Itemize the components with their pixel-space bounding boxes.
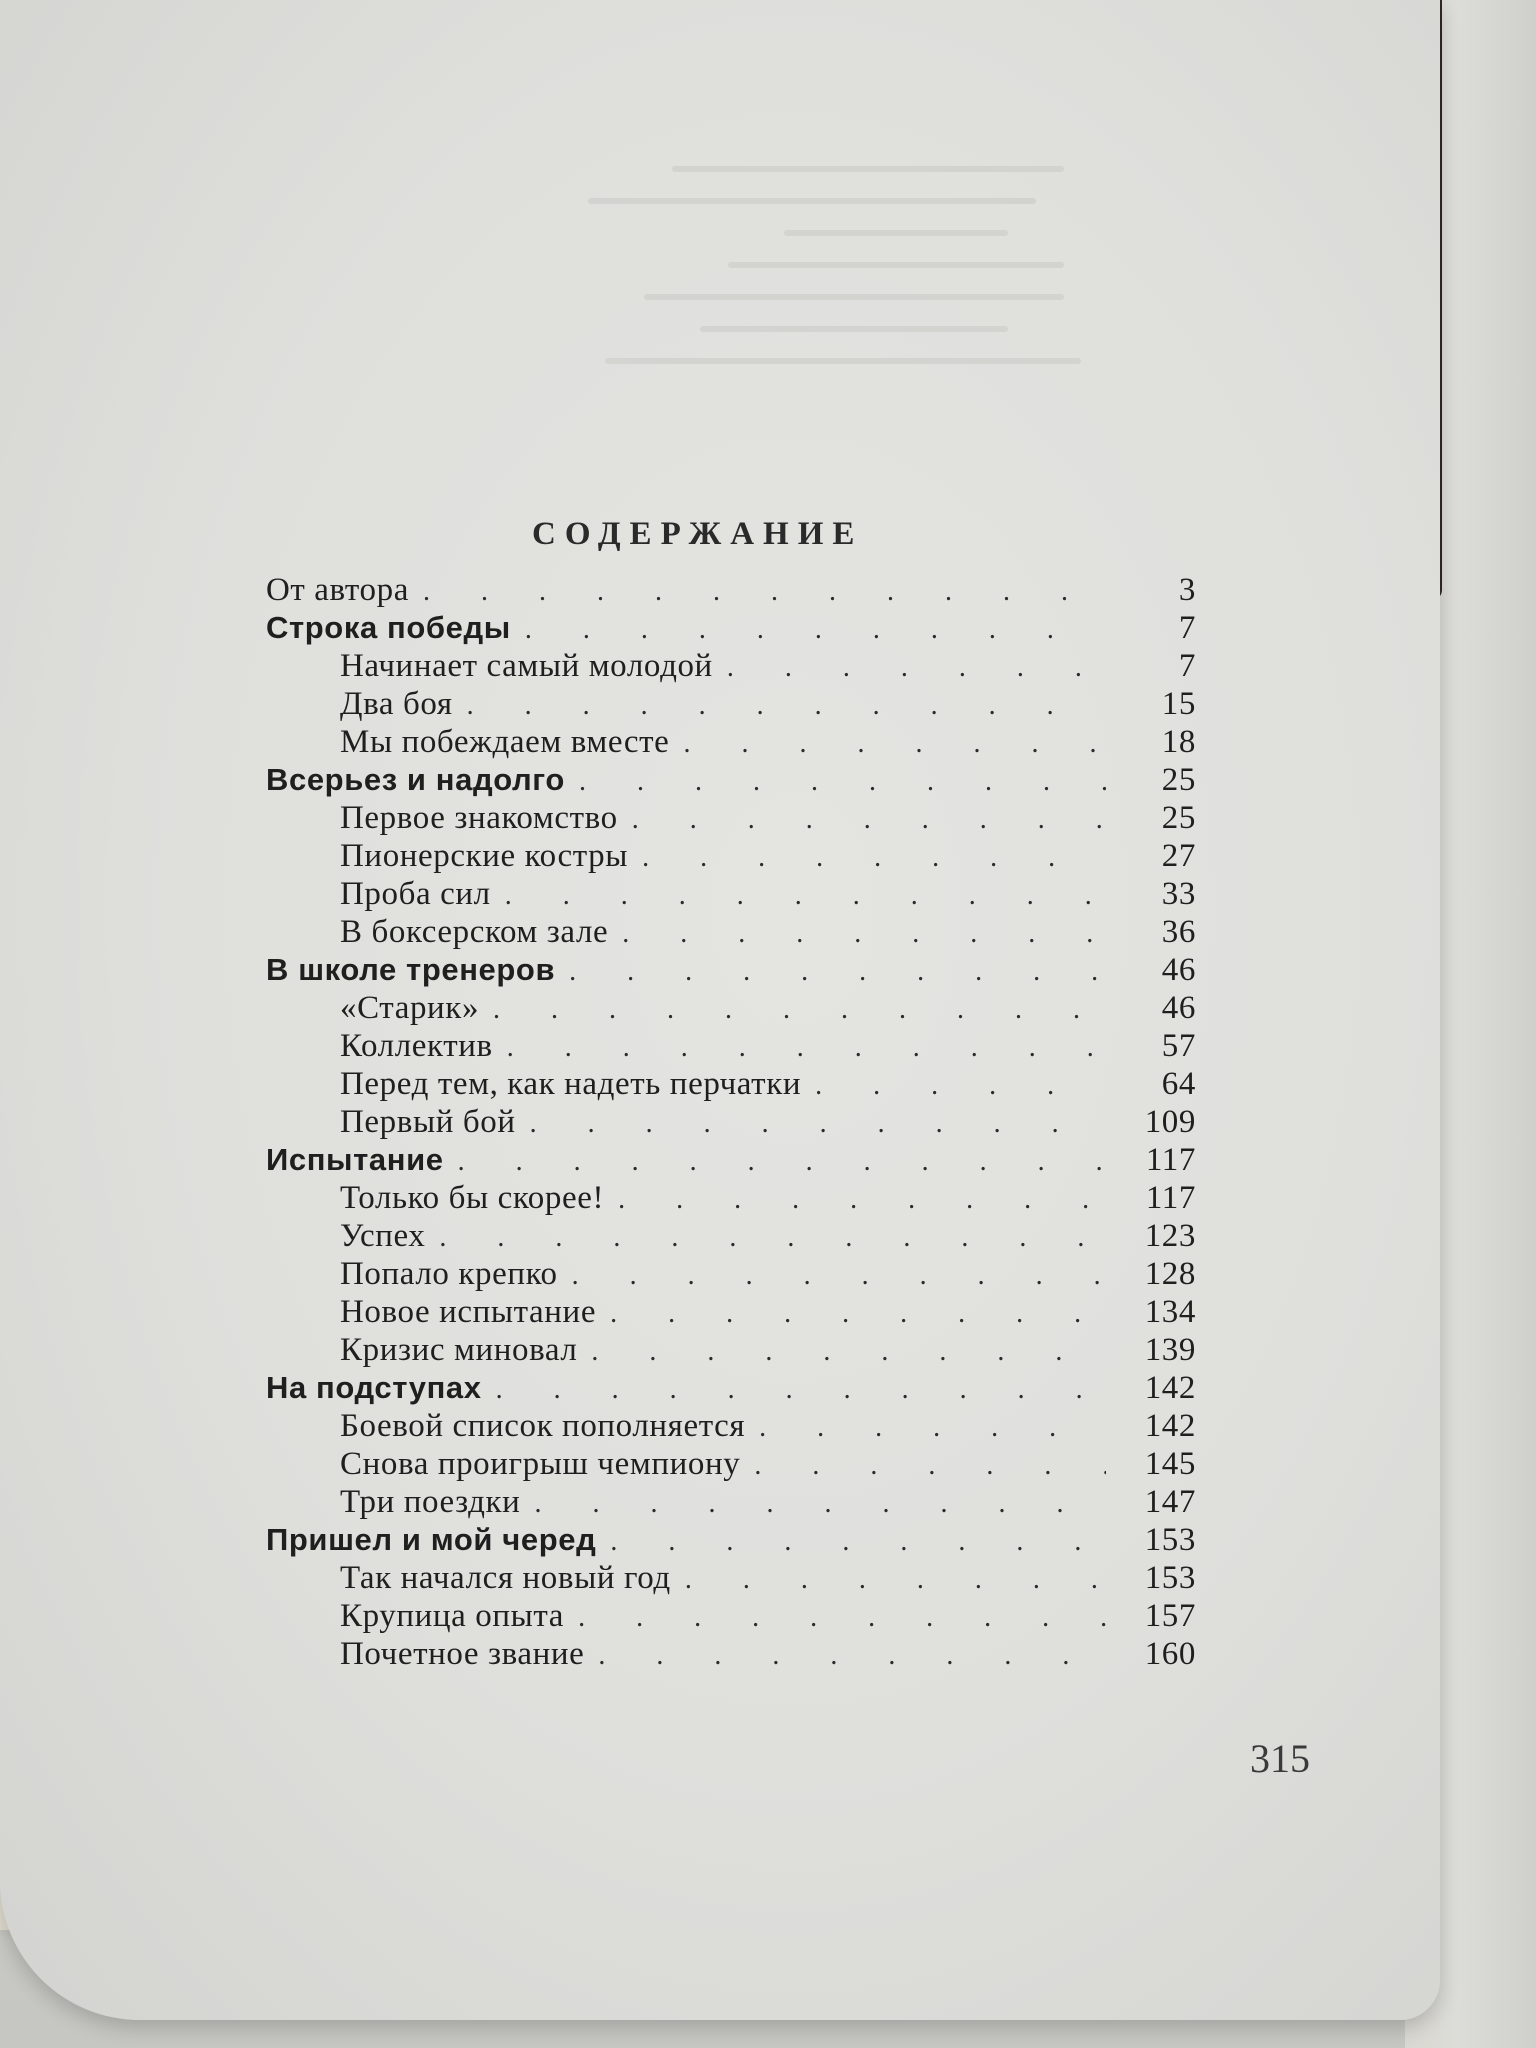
toc-entry (266, 1293, 1196, 1331)
toc-dot-leader (683, 725, 1106, 763)
toc-entry-page: 123 (1144, 1218, 1196, 1254)
toc-entry-title: Пионерские костры (340, 838, 629, 874)
contents-heading: СОДЕРЖАНИЕ (532, 516, 864, 552)
toc-entry-page: 139 (1144, 1332, 1196, 1368)
toc-dot-leader (622, 915, 1106, 953)
toc-entry-page: 117 (1145, 1180, 1196, 1216)
toc-entry (266, 1597, 1196, 1635)
toc-entry (266, 1559, 1196, 1597)
toc-entry-title: Пришел и мой черед (266, 1522, 597, 1557)
toc-entry-title: Перед тем, как надеть перчатки (340, 1066, 802, 1102)
toc-entry (266, 1065, 1196, 1103)
toc-dot-leader (525, 611, 1106, 649)
toc-entry-title: Первый бой (340, 1104, 516, 1140)
toc-entry (266, 1331, 1196, 1369)
toc-dot-leader (496, 1371, 1106, 1409)
toc-dot-leader (579, 763, 1106, 801)
toc-dot-leader (572, 1257, 1106, 1295)
toc-entry-page: 160 (1144, 1636, 1196, 1672)
toc-dot-leader (467, 687, 1106, 725)
toc-entry (266, 1103, 1196, 1141)
toc-entry-page: 142 (1144, 1370, 1196, 1406)
toc-entry (266, 1179, 1196, 1217)
toc-entry-title: Начинает самый молодой (340, 648, 713, 684)
toc-entry-page: 153 (1144, 1560, 1196, 1596)
toc-entry-page: 7 (1178, 610, 1196, 646)
toc-entry-title: От автора (266, 572, 409, 608)
toc-entry-title: «Старик» (340, 990, 480, 1026)
toc-entry-page: 18 (1161, 724, 1196, 760)
toc-dot-leader (530, 1105, 1106, 1143)
toc-entry-page: 142 (1144, 1408, 1196, 1444)
toc-entry-page: 25 (1161, 762, 1196, 798)
toc-entry (266, 1027, 1196, 1065)
toc-entry-title: Крупица опыта (340, 1598, 565, 1634)
toc-entry (266, 1141, 1196, 1179)
toc-entry-title: Два боя (340, 686, 453, 722)
toc-entry-page: 117 (1145, 1142, 1196, 1178)
toc-entry-title: Строка победы (266, 610, 511, 645)
toc-dot-leader (534, 1485, 1106, 1523)
toc-entry-title: Новое испытание (340, 1294, 597, 1330)
toc-dot-leader (618, 1181, 1106, 1219)
toc-dot-leader (591, 1333, 1106, 1371)
toc-dot-leader (458, 1143, 1106, 1181)
toc-dot-leader (439, 1219, 1106, 1257)
toc-entry-page: 57 (1161, 1028, 1196, 1064)
toc-entry-page: 109 (1144, 1104, 1196, 1140)
toc-dot-leader (578, 1599, 1106, 1637)
toc-entry (266, 1521, 1196, 1559)
toc-entry (266, 1369, 1196, 1407)
toc-entry (266, 913, 1196, 951)
toc-entry-title: Всерьез и надолго (266, 762, 565, 797)
toc-entry-page: 27 (1161, 838, 1196, 874)
toc-entry (266, 571, 1196, 609)
toc-entry-page: 36 (1161, 914, 1196, 950)
toc-dot-leader (685, 1561, 1106, 1599)
toc-entry-title: В школе тренеров (266, 952, 556, 987)
toc-entry-page: 3 (1178, 572, 1196, 608)
toc-entry-page: 147 (1144, 1484, 1196, 1520)
toc-entry (266, 1483, 1196, 1521)
toc-entry-page: 15 (1161, 686, 1196, 722)
toc-entry-page: 46 (1161, 990, 1196, 1026)
toc-entry-title: На подступах (266, 1370, 482, 1405)
toc-entry-title: Успех (340, 1218, 426, 1254)
show-through-text (560, 140, 1120, 500)
toc-entry-title: Только бы скорее! (340, 1180, 605, 1216)
toc-dot-leader (642, 839, 1106, 877)
toc-entry (266, 761, 1196, 799)
toc-dot-leader (610, 1523, 1106, 1561)
toc-entry (266, 799, 1196, 837)
toc-entry-title: Три поездки (340, 1484, 521, 1520)
toc-dot-leader (507, 1029, 1106, 1067)
toc-entry (266, 1445, 1196, 1483)
toc-entry (266, 989, 1196, 1027)
toc-entry (266, 951, 1196, 989)
toc-entry-title: Кризис миновал (340, 1332, 578, 1368)
toc-entry (266, 1217, 1196, 1255)
toc-dot-leader (610, 1295, 1106, 1333)
toc-entry (266, 1407, 1196, 1445)
toc-entry (266, 609, 1196, 647)
toc-dot-leader (598, 1637, 1106, 1675)
toc-entry-title: Испытание (266, 1142, 444, 1177)
toc-entry-page: 128 (1144, 1256, 1196, 1292)
toc-entry-title: Попало крепко (340, 1256, 558, 1292)
toc-dot-leader (759, 1409, 1106, 1447)
toc-entry-title: Снова проигрыш чемпиону (340, 1446, 741, 1482)
toc-entry-title: Проба сил (340, 876, 491, 912)
table-of-contents (266, 571, 1196, 1673)
toc-entry-page: 145 (1144, 1446, 1196, 1482)
toc-dot-leader (569, 953, 1106, 991)
toc-entry-page: 7 (1178, 648, 1196, 684)
page-number: 315 (1250, 1736, 1310, 1781)
toc-dot-leader (493, 991, 1106, 1029)
toc-entry-page: 134 (1144, 1294, 1196, 1330)
toc-entry-title: Так начался новый год (340, 1560, 671, 1596)
toc-entry (266, 1635, 1196, 1673)
toc-entry-page: 46 (1161, 952, 1196, 988)
toc-entry (266, 1255, 1196, 1293)
toc-dot-leader (754, 1447, 1106, 1485)
toc-entry-page: 157 (1144, 1598, 1196, 1634)
toc-entry-page: 33 (1161, 876, 1196, 912)
toc-dot-leader (423, 573, 1106, 611)
toc-entry (266, 837, 1196, 875)
toc-entry-page: 25 (1161, 800, 1196, 836)
toc-entry-page: 153 (1144, 1522, 1196, 1558)
toc-entry-title: Почетное звание (340, 1636, 585, 1672)
toc-entry-title: Первое знакомство (340, 800, 618, 836)
toc-entry-title: Мы побеждаем вместе (340, 724, 670, 760)
toc-entry-page: 64 (1161, 1066, 1196, 1102)
toc-entry-title: Боевой список пополняется (340, 1408, 746, 1444)
toc-entry (266, 685, 1196, 723)
toc-entry-title: В боксерском зале (340, 914, 609, 950)
toc-entry-title: Коллектив (340, 1028, 493, 1064)
toc-entry (266, 875, 1196, 913)
toc-entry (266, 647, 1196, 685)
toc-dot-leader (727, 649, 1106, 687)
toc-entry (266, 723, 1196, 761)
toc-dot-leader (505, 877, 1106, 915)
toc-dot-leader (632, 801, 1106, 839)
toc-dot-leader (815, 1067, 1106, 1105)
